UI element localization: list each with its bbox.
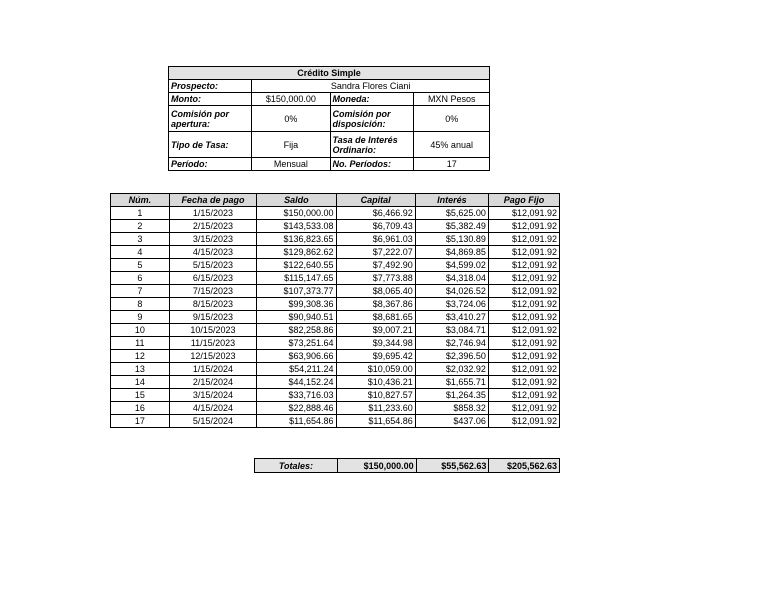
- table-row: [111, 246, 560, 259]
- cell-num: 16: [111, 402, 170, 415]
- cell-fecha: 2/15/2023: [169, 220, 257, 233]
- cell-interes: $1,264.35: [415, 389, 488, 402]
- cell-num: 2: [111, 220, 170, 233]
- tasa-interes-value: 45% anual: [414, 132, 490, 158]
- cell-interes: $3,084.71: [415, 324, 488, 337]
- totals-table: [254, 458, 560, 473]
- cell-pago-fijo: $12,091.92: [488, 233, 559, 246]
- amortization-body: [111, 207, 560, 428]
- table-row: [111, 220, 560, 233]
- table-row: [111, 389, 560, 402]
- cell-capital: $8,681.65: [336, 311, 415, 324]
- moneda-value: MXN Pesos: [414, 93, 490, 106]
- cell-fecha: 3/15/2023: [169, 233, 257, 246]
- cell-interes: $5,130.89: [415, 233, 488, 246]
- cell-saldo: $136,823.65: [257, 233, 336, 246]
- header-saldo: Saldo: [257, 194, 336, 207]
- cell-saldo: $33,716.03: [257, 389, 336, 402]
- cell-num: 17: [111, 415, 170, 428]
- cell-saldo: $122,640.55: [257, 259, 336, 272]
- cell-num: 1: [111, 207, 170, 220]
- cell-fecha: 5/15/2024: [169, 415, 257, 428]
- table-row: [111, 285, 560, 298]
- cell-capital: $10,827.57: [336, 389, 415, 402]
- cell-capital: $9,344.98: [336, 337, 415, 350]
- cell-saldo: $11,654.86: [257, 415, 336, 428]
- header-capital: Capital: [336, 194, 415, 207]
- cell-pago-fijo: $12,091.92: [488, 285, 559, 298]
- cell-fecha: 9/15/2023: [169, 311, 257, 324]
- cell-fecha: 8/15/2023: [169, 298, 257, 311]
- cell-interes: $1,655.71: [415, 376, 488, 389]
- cell-saldo: $54,211.24: [257, 363, 336, 376]
- cell-interes: $437.06: [415, 415, 488, 428]
- table-row: [111, 272, 560, 285]
- cell-saldo: $22,888.46: [257, 402, 336, 415]
- cell-pago-fijo: $12,091.92: [488, 272, 559, 285]
- table-row: [111, 402, 560, 415]
- cell-pago-fijo: $12,091.92: [488, 259, 559, 272]
- moneda-label: Moneda:: [330, 93, 414, 106]
- header-fecha: Fecha de pago: [169, 194, 257, 207]
- cell-interes: $858.32: [415, 402, 488, 415]
- cell-interes: $4,869.85: [415, 246, 488, 259]
- cell-num: 3: [111, 233, 170, 246]
- cell-fecha: 11/15/2023: [169, 337, 257, 350]
- cell-pago-fijo: $12,091.92: [488, 376, 559, 389]
- comision-apertura-label: Comisión por apertura:: [169, 106, 252, 132]
- credit-title: Crédito Simple: [169, 67, 490, 80]
- table-row: [111, 324, 560, 337]
- cell-saldo: $143,533.08: [257, 220, 336, 233]
- cell-capital: $6,961.03: [336, 233, 415, 246]
- cell-fecha: 5/15/2023: [169, 259, 257, 272]
- periodo-value: Mensual: [252, 158, 330, 171]
- num-periodos-label: No. Períodos:: [330, 158, 414, 171]
- cell-interes: $4,026.52: [415, 285, 488, 298]
- table-row: [111, 350, 560, 363]
- cell-capital: $6,709.43: [336, 220, 415, 233]
- cell-capital: $9,695.42: [336, 350, 415, 363]
- cell-capital: $8,367.86: [336, 298, 415, 311]
- cell-capital: $10,436.21: [336, 376, 415, 389]
- cell-fecha: 3/15/2024: [169, 389, 257, 402]
- table-row: [111, 415, 560, 428]
- table-row: [111, 311, 560, 324]
- amortization-header-row: [111, 194, 560, 207]
- table-row: [111, 207, 560, 220]
- cell-saldo: $99,308.36: [257, 298, 336, 311]
- cell-num: 12: [111, 350, 170, 363]
- cell-num: 7: [111, 285, 170, 298]
- num-periodos-value: 17: [414, 158, 490, 171]
- totals-label: Totales:: [255, 459, 338, 473]
- cell-interes: $2,396.50: [415, 350, 488, 363]
- cell-saldo: $129,862.62: [257, 246, 336, 259]
- cell-interes: $4,318.04: [415, 272, 488, 285]
- cell-fecha: 6/15/2023: [169, 272, 257, 285]
- amortization-table: [110, 193, 560, 428]
- cell-interes: $5,382.49: [415, 220, 488, 233]
- cell-num: 9: [111, 311, 170, 324]
- comision-disposicion-value: 0%: [414, 106, 490, 132]
- cell-pago-fijo: $12,091.92: [488, 324, 559, 337]
- cell-saldo: $82,258.86: [257, 324, 336, 337]
- cell-capital: $10,059.00: [336, 363, 415, 376]
- cell-saldo: $90,940.51: [257, 311, 336, 324]
- periodo-label: Período:: [169, 158, 252, 171]
- cell-num: 6: [111, 272, 170, 285]
- cell-fecha: 1/15/2023: [169, 207, 257, 220]
- cell-num: 15: [111, 389, 170, 402]
- cell-capital: $9,007.21: [336, 324, 415, 337]
- cell-saldo: $63,906.66: [257, 350, 336, 363]
- cell-saldo: $44,152.24: [257, 376, 336, 389]
- monto-label: Monto:: [169, 93, 252, 106]
- prospecto-label: Prospecto:: [169, 80, 252, 93]
- cell-capital: $7,222.07: [336, 246, 415, 259]
- table-row: [111, 298, 560, 311]
- table-row: [111, 363, 560, 376]
- header-num: Núm.: [111, 194, 170, 207]
- cell-saldo: $73,251.64: [257, 337, 336, 350]
- cell-interes: $3,724.06: [415, 298, 488, 311]
- cell-num: 4: [111, 246, 170, 259]
- cell-capital: $11,233.60: [336, 402, 415, 415]
- cell-saldo: $150,000.00: [257, 207, 336, 220]
- cell-pago-fijo: $12,091.92: [488, 220, 559, 233]
- monto-value: $150,000.00: [252, 93, 330, 106]
- credit-info-table: [168, 66, 490, 171]
- prospecto-value: Sandra Flores Ciani: [252, 80, 490, 93]
- header-interes: Interés: [415, 194, 488, 207]
- cell-pago-fijo: $12,091.92: [488, 350, 559, 363]
- cell-fecha: 7/15/2023: [169, 285, 257, 298]
- cell-saldo: $107,373.77: [257, 285, 336, 298]
- cell-num: 11: [111, 337, 170, 350]
- cell-pago-fijo: $12,091.92: [488, 311, 559, 324]
- cell-interes: $2,032.92: [415, 363, 488, 376]
- tipo-tasa-value: Fija: [252, 132, 330, 158]
- cell-fecha: 12/15/2023: [169, 350, 257, 363]
- cell-num: 8: [111, 298, 170, 311]
- tasa-interes-label: Tasa de Interés Ordinario:: [330, 132, 414, 158]
- cell-fecha: 1/15/2024: [169, 363, 257, 376]
- cell-capital: $7,773.88: [336, 272, 415, 285]
- cell-capital: $11,654.86: [336, 415, 415, 428]
- table-row: [111, 259, 560, 272]
- cell-pago-fijo: $12,091.92: [488, 415, 559, 428]
- cell-num: 14: [111, 376, 170, 389]
- cell-num: 10: [111, 324, 170, 337]
- cell-capital: $8,065.40: [336, 285, 415, 298]
- cell-pago-fijo: $12,091.92: [488, 389, 559, 402]
- tipo-tasa-label: Tipo de Tasa:: [169, 132, 252, 158]
- comision-apertura-value: 0%: [252, 106, 330, 132]
- cell-fecha: 10/15/2023: [169, 324, 257, 337]
- totals-pago-fijo: $205,562.63: [489, 459, 560, 473]
- header-pago-fijo: Pago Fijo: [488, 194, 559, 207]
- cell-fecha: 4/15/2024: [169, 402, 257, 415]
- cell-num: 13: [111, 363, 170, 376]
- cell-pago-fijo: $12,091.92: [488, 246, 559, 259]
- cell-capital: $7,492.90: [336, 259, 415, 272]
- cell-pago-fijo: $12,091.92: [488, 298, 559, 311]
- totals-interes: $55,562.63: [416, 459, 489, 473]
- cell-capital: $6,466.92: [336, 207, 415, 220]
- cell-pago-fijo: $12,091.92: [488, 207, 559, 220]
- cell-pago-fijo: $12,091.92: [488, 337, 559, 350]
- cell-saldo: $115,147.65: [257, 272, 336, 285]
- cell-fecha: 4/15/2023: [169, 246, 257, 259]
- cell-interes: $2,746.94: [415, 337, 488, 350]
- totals-row: [255, 459, 560, 473]
- cell-pago-fijo: $12,091.92: [488, 402, 559, 415]
- cell-interes: $5,625.00: [415, 207, 488, 220]
- table-row: [111, 337, 560, 350]
- cell-fecha: 2/15/2024: [169, 376, 257, 389]
- cell-pago-fijo: $12,091.92: [488, 363, 559, 376]
- totals-capital: $150,000.00: [337, 459, 416, 473]
- cell-interes: $3,410.27: [415, 311, 488, 324]
- cell-interes: $4,599.02: [415, 259, 488, 272]
- table-row: [111, 376, 560, 389]
- comision-disposicion-label: Comisión por disposición:: [330, 106, 414, 132]
- cell-num: 5: [111, 259, 170, 272]
- table-row: [111, 233, 560, 246]
